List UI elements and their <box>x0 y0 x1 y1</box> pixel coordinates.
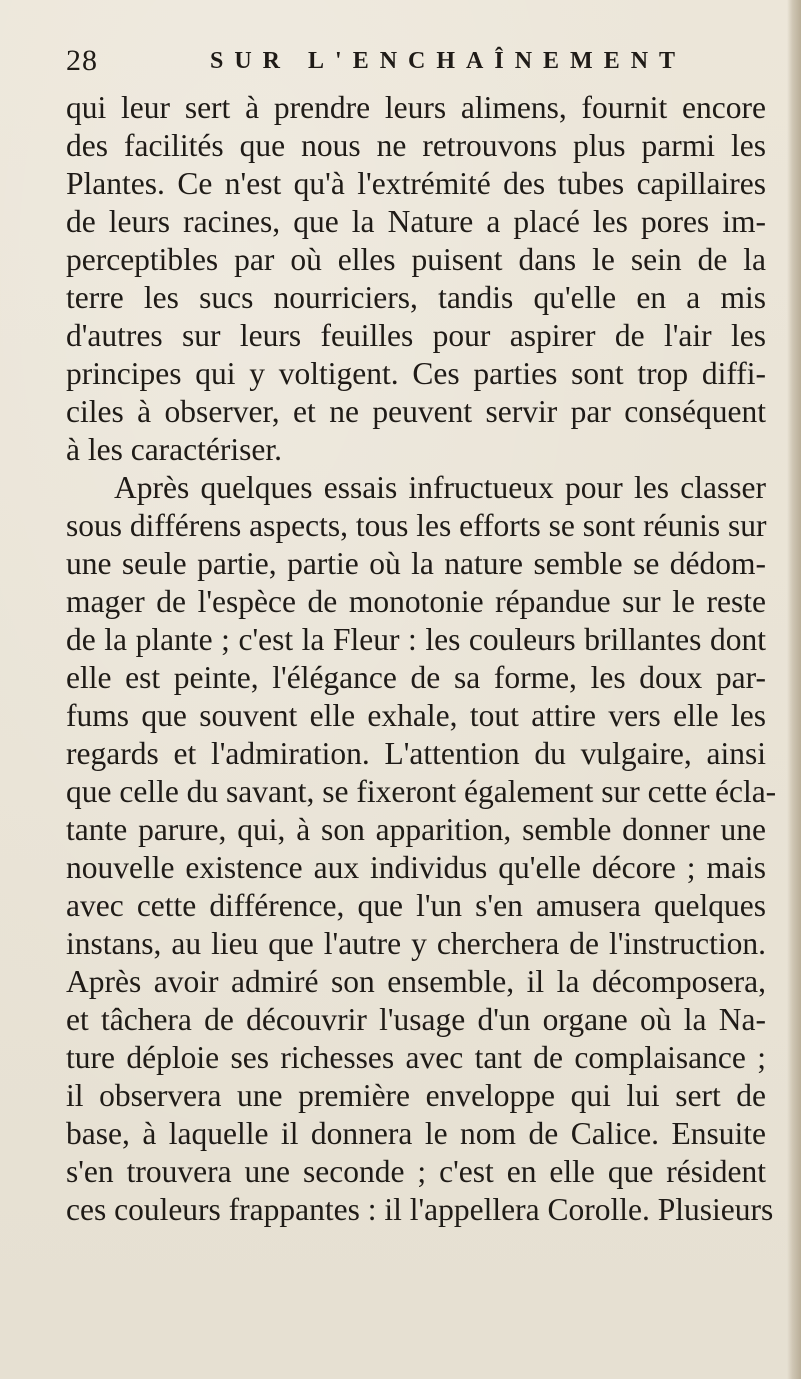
running-title: SUR L'ENCHAÎNEMENT <box>210 48 687 74</box>
text-line: que celle du savant, se fixeront également sur cette écla- <box>66 774 777 809</box>
text-line: terre les sucs nourriciers, tandis qu'elle en a mis <box>66 280 766 315</box>
paragraph-start-line: Après quelques essais infructueux pour les classer <box>114 470 766 505</box>
text-line: Plantes. Ce n'est qu'à l'extrémité des tubes capillaires <box>66 166 766 201</box>
text-line: à les caractériser. <box>66 432 282 467</box>
text-line: de leurs racines, que la Nature a placé les pores im- <box>66 204 766 239</box>
text-line: mager de l'espèce de monotonie répandue sur le reste <box>66 584 766 619</box>
page-number: 28 <box>66 44 98 77</box>
text-line: il observera une première enveloppe qui lui sert de <box>66 1078 766 1113</box>
text-line: tante parure, qui, à son apparition, semble donner une <box>66 812 766 847</box>
text-line: qui leur sert à prendre leurs alimens, fournit encore <box>66 90 766 125</box>
text-line: d'autres sur leurs feuilles pour aspirer de l'air les <box>66 318 766 353</box>
page-header <box>66 44 756 84</box>
text-line: sous différens aspects, tous les efforts se sont réunis sur <box>66 508 767 543</box>
text-line: ture déploie ses richesses avec tant de complaisance ; <box>66 1040 766 1075</box>
text-line: avec cette différence, que l'un s'en amusera quelques <box>66 888 766 923</box>
text-line: s'en trouvera une seconde ; c'est en elle que résident <box>66 1154 766 1189</box>
text-line: ces couleurs frappantes : il l'appellera Corolle. Plusieurs <box>66 1192 774 1227</box>
page-edge <box>787 0 801 1379</box>
text-line: des facilités que nous ne retrouvons plus parmi les <box>66 128 766 163</box>
text-line: regards et l'admiration. L'attention du vulgaire, ainsi <box>66 736 766 771</box>
text-line: nouvelle existence aux individus qu'elle décore ; mais <box>66 850 766 885</box>
text-line: ciles à observer, et ne peuvent servir par conséquent <box>66 394 766 429</box>
text-line: une seule partie, partie où la nature semble se dédom- <box>66 546 766 581</box>
text-line: perceptibles par où elles puisent dans le sein de la <box>66 242 766 277</box>
text-line: fums que souvent elle exhale, tout attire vers elle les <box>66 698 766 733</box>
text-line: de la plante ; c'est la Fleur : les couleurs brillantes dont <box>66 622 766 657</box>
text-line: elle est peinte, l'élégance de sa forme, les doux par- <box>66 660 766 695</box>
text-line: base, à laquelle il donnera le nom de Calice. Ensuite <box>66 1116 766 1151</box>
text-line: et tâchera de découvrir l'usage d'un organe où la Na- <box>66 1002 766 1037</box>
text-line: Après avoir admiré son ensemble, il la décomposera, <box>66 964 766 999</box>
text-line: instans, au lieu que l'autre y cherchera de l'instruction. <box>66 926 766 961</box>
text-line: principes qui y voltigent. Ces parties sont trop diffi- <box>66 356 766 391</box>
